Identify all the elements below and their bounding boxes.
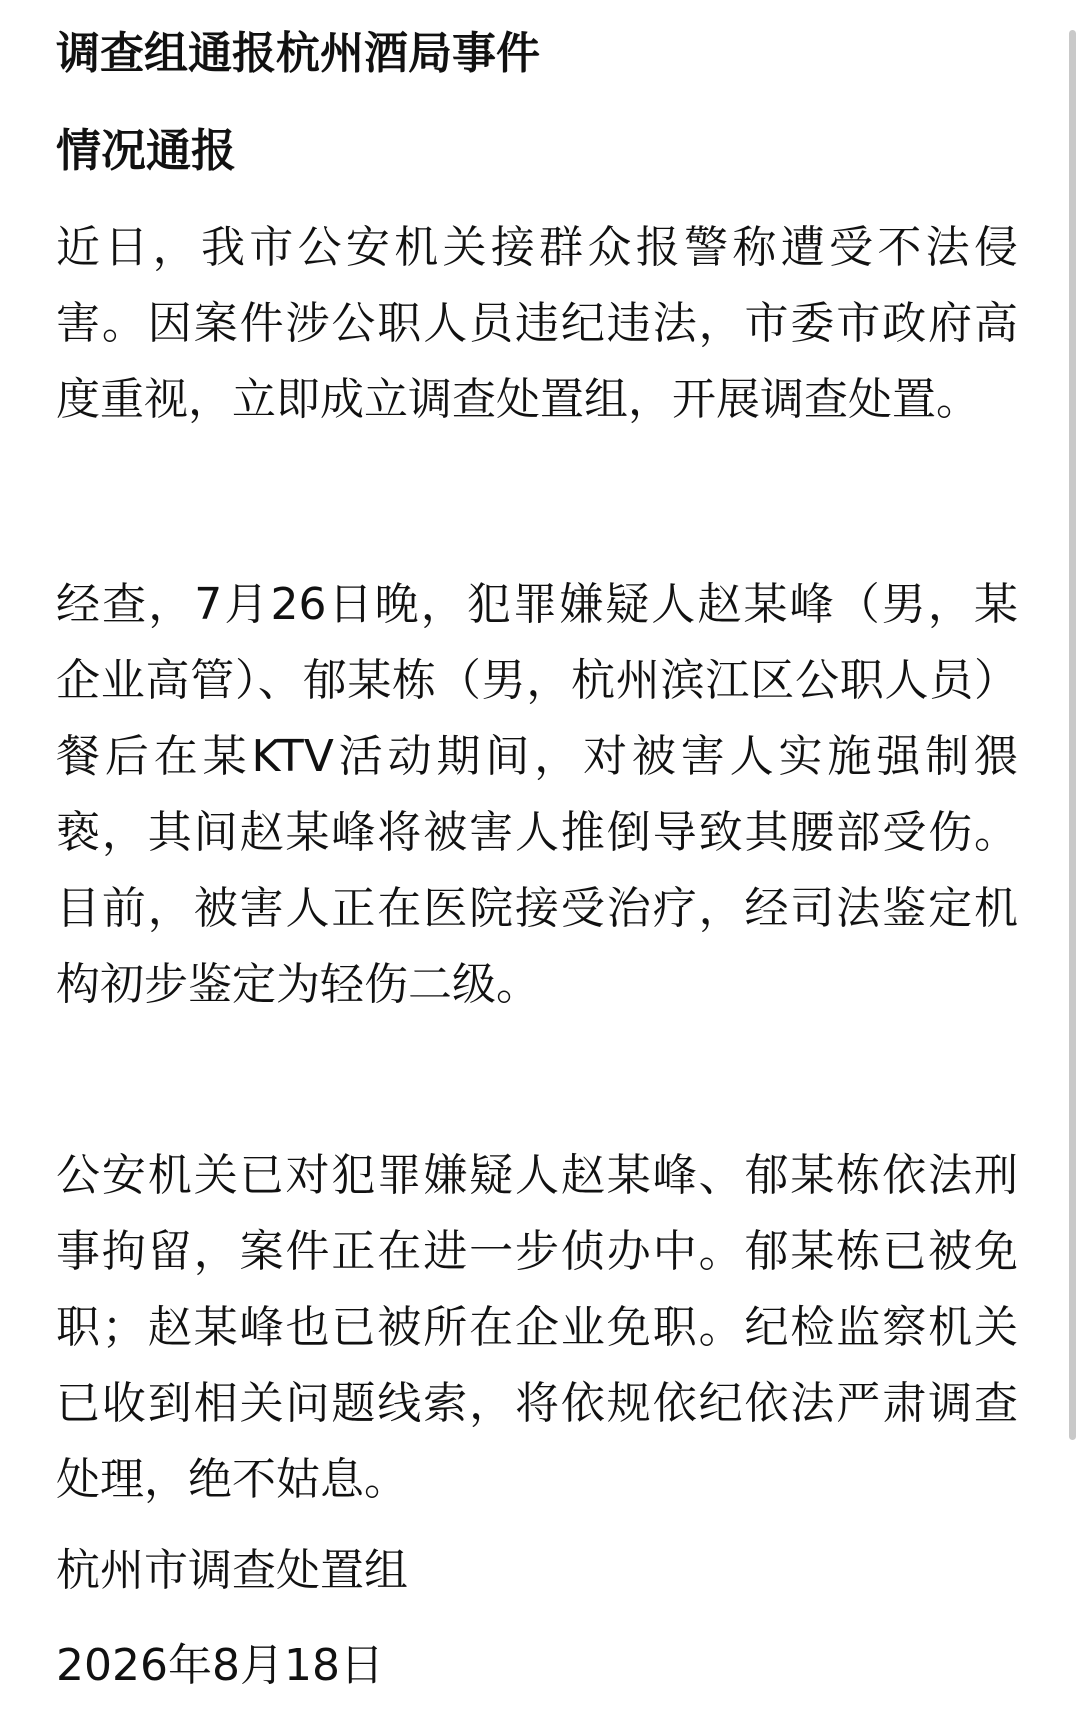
section-heading: 情况通报 — [56, 124, 237, 177]
paragraph-1: 近日，我市公安机关接群众报警称遭受不法侵害。因案件涉公职人员违纪违法，市委市政府高度重视，立即成立调查处置组，开展调查处置。 — [56, 222, 1018, 425]
scrollbar-thumb[interactable] — [1069, 30, 1076, 1440]
paragraph-2: 经查，7月26日晚，犯罪嫌疑人赵某峰（男，某企业高管）、郁某栋（男，杭州滨江区公职人员）餐后在某KTV活动期间，对被害人实施强制猥亵，其间赵某峰将被害人推倒导致其腰部受伤。目前，被害人正在医院接受治疗，经司法鉴定机构初步鉴定为轻伤二级。 — [56, 579, 1018, 1010]
paragraph-3: 公安机关已对犯罪嫌疑人赵某峰、郁某栋依法刑事拘留，案件正在进一步侦办中。郁某栋已被免职；赵某峰也已被所在企业免职。纪检监察机关已收到相关问题线索，将依规依纪依法严肃调查处理，绝不姑息。 — [56, 1150, 1018, 1505]
scrollbar[interactable] — [1065, 0, 1079, 1717]
date: 2026年8月18日 — [56, 1640, 384, 1691]
page-title: 调查组通报杭州酒局事件 — [56, 28, 540, 79]
signature: 杭州市调查处置组 — [56, 1545, 408, 1596]
